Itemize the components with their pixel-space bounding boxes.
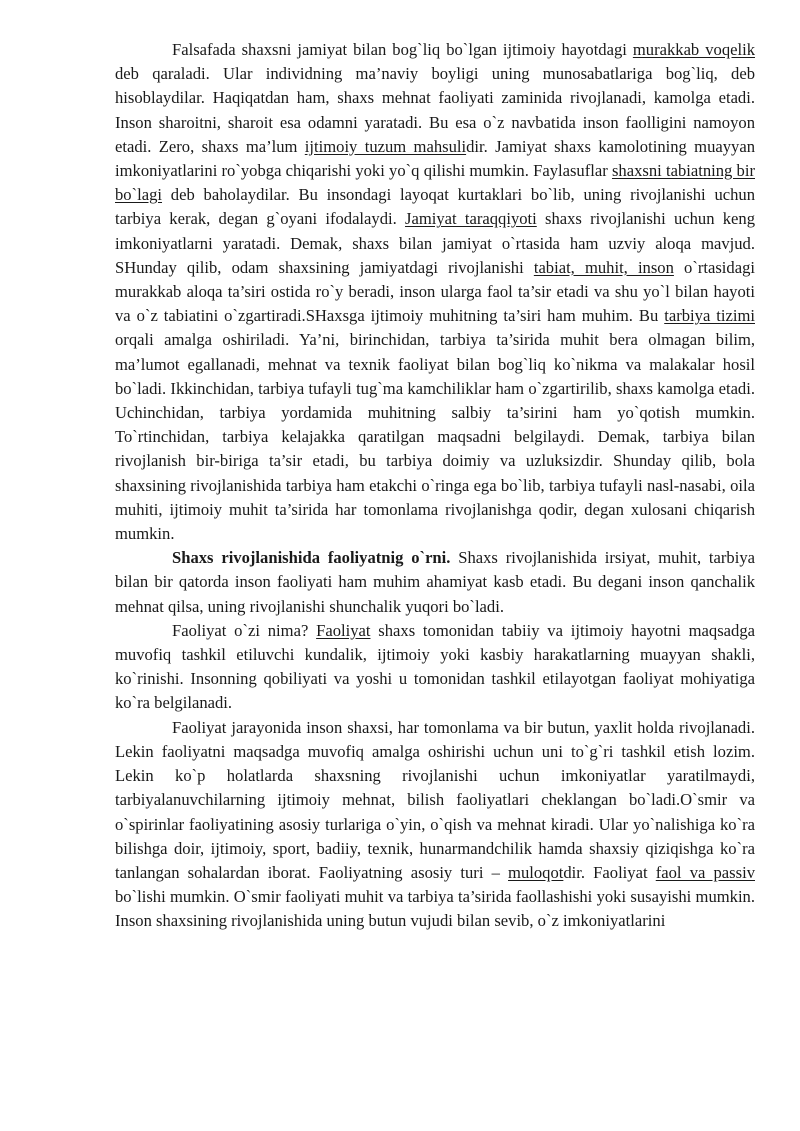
paragraph-activity-role xyxy=(115,546,755,619)
text-run: deb qaraladi. Ular individning ma’naviy boyligi uning munosabatlariga bog`liq, deb hisoblaydilar. Haqiqatdan ham, shaxs mehnat faoliyati zaminida rivojlanadi, kamolga etadi. Inson sharoitni, sharoit esa odamni yaratadi. Bu esa o`z navbatida inson faolligini namoyon etadi. Zero, shaxs ma’lum xyxy=(115,64,755,156)
text-run: Faoliyat jarayonida inson shaxsi, har tomonlama va bir butun, yaxlit holda rivojlanadi. Lekin faoliyatni maqsadga muvofiq amalga oshirishi uchun uni to`g`ri tashkil etish lozim. Lekin ko`p holatlarda shaxsning rivojlanishi uchun imkoniyatlar yaratilmaydi, tarbiyalanuvchilarning ijtimoiy mehnat, bilish faoliyatlari cheklangan bo`ladi.O`smir va o`spirinlar faoliyatining asosiy turlariga o`yin, o`qish va mehnat kiradi. Ular yo`nalishiga ko`ra bilishga doir, ijtimoiy, sport, badiiy, texnik, hunarmandchilik hamda shaxsiy qiziqishga ko`ra tanlangan sohalardan iborat. Faoliyatning asosiy turi – xyxy=(115,717,755,882)
text-run: shaxs rivojlanishi uchun keng imkoniyatlarni yaratadi. Demak, shaxs bilan jamiyat o`rtasida ham uzviy aloqa mavjud. SHunday qilib, odam shaxsining jamiyatdagi rivojlanishi xyxy=(115,209,755,277)
underlined-term: muloqot xyxy=(508,862,564,882)
underlined-term: ijtimoiy tuzum mahsuli xyxy=(304,136,467,156)
text-run: bo`lishi mumkin. O`smir faoliyati muhit va tarbiya ta’sirida faollashishi yoki susayishi mumkin. Inson shaxsining rivojlanishida uning butun vujudi bilan sevib, o`z imkoniyatlarini xyxy=(115,887,755,931)
underlined-term: murakkab voqelik xyxy=(632,40,755,59)
underlined-term: tarbiya tizimi xyxy=(664,306,755,326)
text-run: Faoliyat o`zi nima? xyxy=(172,620,317,640)
paragraph-society xyxy=(115,38,755,546)
text-run: dir. Jamiyat shaxs kamolotining muayyan imkoniyatlarini ro`yobga chiqarishi yoki yo`q qilishi mumkin. Faylasuflar xyxy=(115,136,755,181)
text-run: Shaxs rivojlanishida irsiyat, muhit, tarbiya bilan bir qatorda inson faoliyati ham muhim ahamiyat kasb etadi. Bu degani inson qanchalik mehnat qilsa, uning rivojlanishi shunchalik yuqori bo`ladi. xyxy=(115,548,756,616)
paragraph-activity-definition xyxy=(115,619,755,716)
underlined-term: Jamiyat taraqqiyoti xyxy=(405,209,537,229)
text-run: deb baholaydilar. Bu insondagi layoqat kurtaklari bo`lib, uning rivojlanishi uchun tarbiya kerak, degan g`oyani ifodalaydi. xyxy=(115,185,755,229)
underlined-term: shaxsni tabiatning bir bo`lagi xyxy=(115,161,755,205)
text-run: Falsafada shaxsni jamiyat bilan bog`liq bo`lgan ijtimoiy hayotdagi xyxy=(172,40,633,59)
underlined-term: Faoliyat xyxy=(316,620,371,640)
text-run: o`rtasidagi murakkab aloqa ta’siri ostida ro`y beradi, inson ularga faol ta’sir etadi va shu yo`l bilan hayoti va o`z tabiatini o`zgartiradi.SHaxsga ijtimoiy muhitning ta’siri ham muhim. Bu xyxy=(115,257,755,326)
text-run: shaxs tomonidan tabiiy va ijtimoiy hayotni maqsadga muvofiq tashkil etiluvchi kundalik, ijtimoiy yoki kasbiy harakatlarning muayyan shakli, ko`rinishi. Insonning qobiliyati va yoshi u tomonidan tashkil etilayotgan faoliyat mohiyatiga ko`ra belgilanadi. xyxy=(115,620,755,713)
section-heading: Shaxs rivojlanishida faoliyatnig o`rni. xyxy=(172,548,451,568)
text-run: orqali amalga oshiriladi. Ya’ni, birinchidan, tarbiya ta’sirida muhit bera olmagan bilim, ma’lumot egallanadi, mehnat va texnik faoliyat bilan bog`liq ko`nikma va malakalar hosil bo`ladi. Ikkinchidan, tarbiya tufayli tug`ma kamchiliklar ham o`zgartirilib, shaxs kamolga etadi. Uchinchidan, tarbiya yordamida muhitning salbiy ta’sirini ham yo`qotish mumkin. To`rtinchidan, tarbiya kelajakka qaratilgan maqsadni belgilaydi. Demak, tarbiya bilan rivojlanish bir-biriga ta’sir etadi, bu tarbiya doimiy va uzluksizdir. Shunday qilib, bola shaxsining rivojlanishida tarbiya ham etakchi o`ringa ega bo`lib, tarbiya tufayli nasl-nasabi, oila muhiti, ijtimoiy muhit ta’sirida har tomonlama rivojlanishga qodir, degan xulosani chiqarish mumkin. xyxy=(115,330,755,544)
paragraph-activity-process xyxy=(115,716,755,934)
document-page xyxy=(115,38,755,934)
text-run: dir. Faoliyat xyxy=(563,862,656,882)
underlined-term: faol va passiv xyxy=(655,862,755,882)
underlined-term: tabiat, muhit, inson xyxy=(533,257,674,277)
